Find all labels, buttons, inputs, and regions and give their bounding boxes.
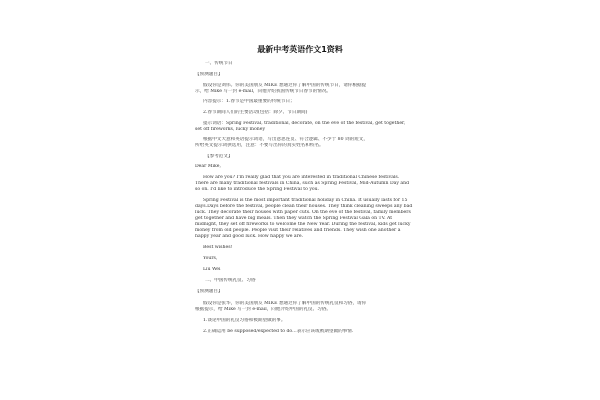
paragraph-line: 根据提示，给 Mike 写一封 e-mail，向他介绍中国的礼仪、习俗。	[195, 307, 332, 312]
letter-line: There are many traditional festivals in China, such as Spring Festival, Mid-Autumn Day and	[195, 181, 410, 186]
letter-line: Spring Festival is the most important traditional holiday in China. It usually lasts for 15	[203, 198, 408, 203]
letter-line: luck. They decorate their houses with paper cuts. On the eve of the festival, family members	[195, 210, 411, 215]
paragraph-line: 所给英文提示词供选用，注意：不要写出你的真实姓名和校名。	[195, 143, 324, 148]
paragraph-line: 内容提示：1.春节是中国最重要的传统节日；	[203, 99, 295, 104]
paragraph-line: 示，给 Mike 写一封 e-mail，向他介绍我国传统节日春节的情况。	[195, 89, 332, 94]
paragraph-line: 1.谈论中国的礼仪习俗和被期望做的事。	[203, 318, 286, 323]
letter-line: Best wishes!	[203, 245, 233, 250]
letter-line: happy year and good luck. How happy we are.	[195, 234, 304, 239]
paragraph-line: 假设你是张华，你的美国朋友 MIKE 想通过你了解中国的传统礼仪和习俗，请你	[203, 301, 367, 306]
document-title: 最新中考英语作文1资料	[257, 45, 343, 54]
prompt-tag: 【预测题目】	[195, 289, 223, 294]
paragraph-line: 假设你是刘伟。你的美国朋友 MIKE 想通过你了解中国的传统节日，请你根据提	[203, 83, 367, 88]
letter-line: so on. I'd like to introduce the Spring Festival to you.	[195, 187, 320, 192]
prompt-tag: 【预测题目】	[195, 72, 223, 77]
letter-line: days.Days before the festival, people clean their houses. They think cleaning sweeps any bad	[195, 204, 413, 209]
sample-tag: 【参考范文】	[205, 154, 233, 159]
letter-line: Liu Wei	[203, 267, 221, 272]
paragraph-line: 2.春节期间人们的主要活动(包括：除夕、节日期间)	[203, 110, 308, 115]
letter-line: How are you? I'm really glad that you are interested in traditional Chinese festivals.	[203, 175, 400, 180]
paragraph-line: 2.正确运用 be supposed/expected to do…表示应该或被期望做的事情.	[203, 329, 354, 334]
letter-line: Yours,	[203, 256, 218, 261]
letter-line: midnight, they set off fireworks to welcome the New Year. During the festival, kids get lucky	[195, 222, 411, 227]
section-heading: 二、中国传统礼仪、习俗	[205, 278, 256, 283]
paragraph-line: 根据中文大意和英语提示词语，写出意思连贯、符合逻辑、不少于 80 词的短文，	[203, 137, 368, 142]
letter-line: Dear Mike,	[195, 164, 221, 169]
letter-line: money from old people. People visit their relatives and friends. They wish one another a	[195, 228, 401, 233]
letter-line: get together and have big meals. Then they watch the Spring Festival Gala on TV. At	[195, 216, 393, 221]
section-heading: 一、传统节日	[205, 61, 233, 66]
paragraph-line: set off fireworks, lucky money	[195, 127, 266, 132]
paragraph-line: 提示词语：Spring Festival, traditional, decorate, on the eve of the festival, get together,	[203, 121, 406, 126]
